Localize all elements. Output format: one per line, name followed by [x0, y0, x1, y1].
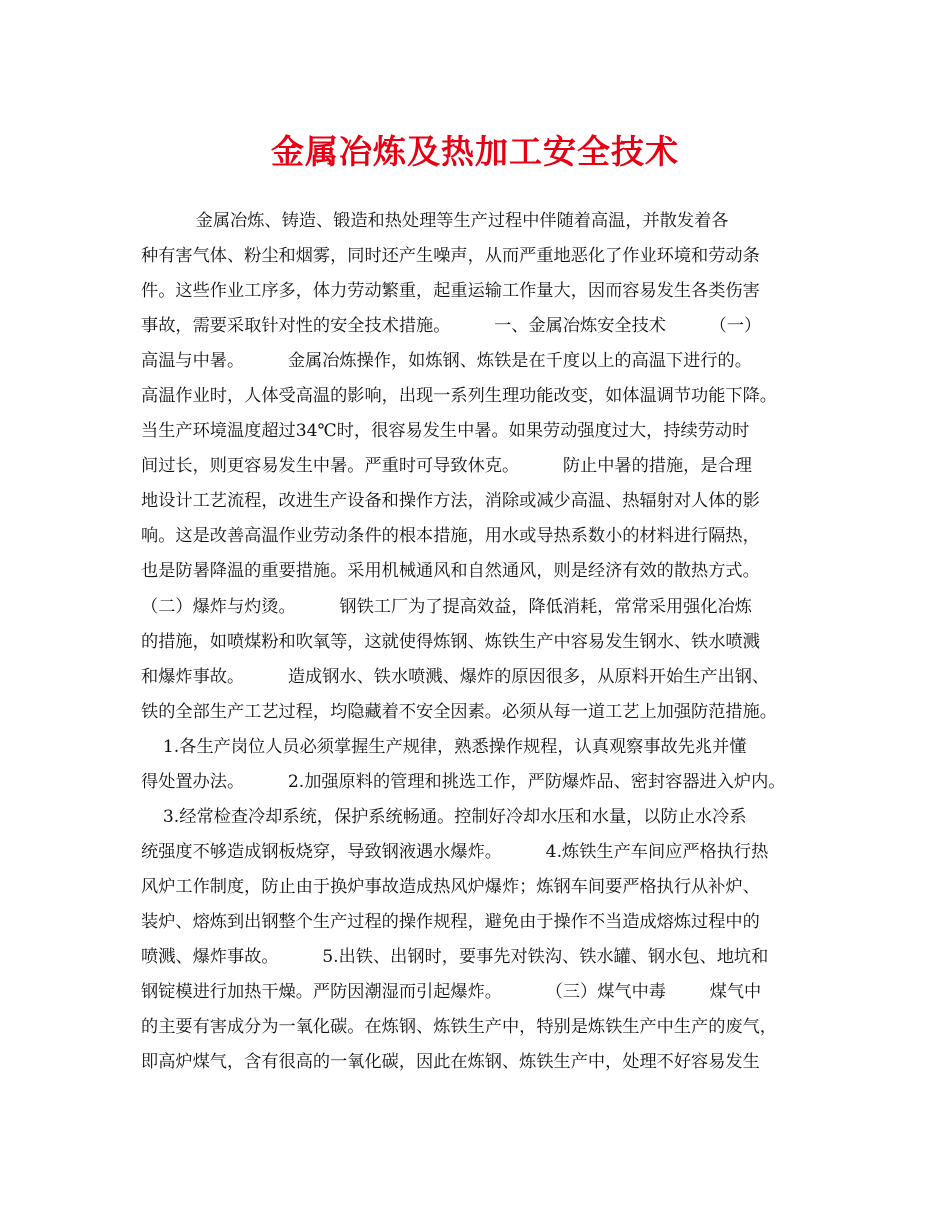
page-title: 金属冶炼及热加工安全技术 [271, 132, 679, 171]
body-line: 件。这些作业工序多，体力劳动繁重，起重运输工作量大，因而容易发生各类伤害 [141, 281, 760, 302]
body-line: 也是防暑降温的重要措施。采用机械通风和自然通风，则是经济有效的散热方式。 [141, 561, 760, 582]
body-line: 高温与中暑。 金属冶炼操作，如炼钢、炼铁是在千度以上的高温下进行的。 [141, 351, 752, 372]
body-line: 得处置办法。 2.加强原料的管理和挑选工作，严防爆炸品、密封容器进入炉内。 [141, 771, 786, 792]
body-line: 响。这是改善高温作业劳动条件的根本措施，用水或导热系数小的材料进行隔热， [141, 526, 760, 547]
body-line: 喷溅、爆炸事故。 5.出铁、出钢时，要事先对铁沟、铁水罐、钢水包、地坑和 [141, 946, 769, 967]
body-line: 的主要有害成分为一氧化碳。在炼钢、炼铁生产中，特别是炼铁生产中生产的废气， [141, 1017, 777, 1038]
body-line: 钢锭模进行加热干燥。严防因潮湿而引起爆炸。 （三）煤气中毒 煤气中 [141, 982, 762, 1003]
body-line: 铁的全部生产工艺过程，均隐藏着不安全因素。必须从每一道工艺上加强防范措施。 [141, 701, 777, 722]
body-line: 3.经常检查冷却系统，保护系统畅通。控制好冷却水压和水量，以防止水冷系 [141, 806, 747, 827]
body-line: 1.各生产岗位人员必须掌握生产规律，熟悉操作规程，认真观察事故先兆并懂 [141, 736, 747, 757]
body-line: 地设计工艺流程，改进生产设备和操作方法，消除或减少高温、热辐射对人体的影 [141, 491, 760, 512]
body-line: 当生产环境温度超过34℃时，很容易发生中暑。如果劳动强度过大，持续劳动时 [141, 421, 750, 442]
body-line: 的措施，如喷煤粉和吹氧等，这就使得炼钢、炼铁生产中容易发生钢水、铁水喷溅 [141, 631, 760, 652]
body-line: 统强度不够造成钢板烧穿，导致钢液遇水爆炸。 4.炼铁生产车间应严格执行热 [141, 841, 769, 862]
body-line: 风炉工作制度，防止由于换炉事故造成热风炉爆炸；炼钢车间要严格执行从补炉、 [141, 876, 760, 897]
body-line: 即高炉煤气，含有很高的一氧化碳，因此在炼钢、炼铁生产中，处理不好容易发生 [141, 1052, 760, 1073]
body-line: 高温作业时，人体受高温的影响，出现一系列生理功能改变，如体温调节功能下降。 [141, 386, 777, 407]
body-line: 事故，需要采取针对性的安全技术措施。 一、金属冶炼安全技术 （一） [141, 316, 762, 337]
body-line: （二）爆炸与灼烫。 钢铁工厂为了提高效益，降低消耗，常常采用强化冶炼 [141, 596, 752, 617]
body-line: 种有害气体、粉尘和烟雾，同时还产生噪声，从而严重地恶化了作业环境和劳动条 [141, 246, 760, 267]
body-line: 金属冶炼、铸造、锻造和热处理等生产过程中伴随着高温，并散发着各 [141, 211, 729, 231]
body-line: 间过长，则更容易发生中暑。严重时可导致休克。 防止中暑的措施，是合理 [141, 456, 752, 477]
body-line: 装炉、熔炼到出钢整个生产过程的操作规程，避免由于操作不当造成熔炼过程中的 [141, 911, 760, 932]
body-line: 和爆炸事故。 造成钢水、铁水喷溅、爆炸的原因很多，从原料开始生产出钢、 [141, 666, 770, 687]
document-body [141, 204, 817, 1080]
